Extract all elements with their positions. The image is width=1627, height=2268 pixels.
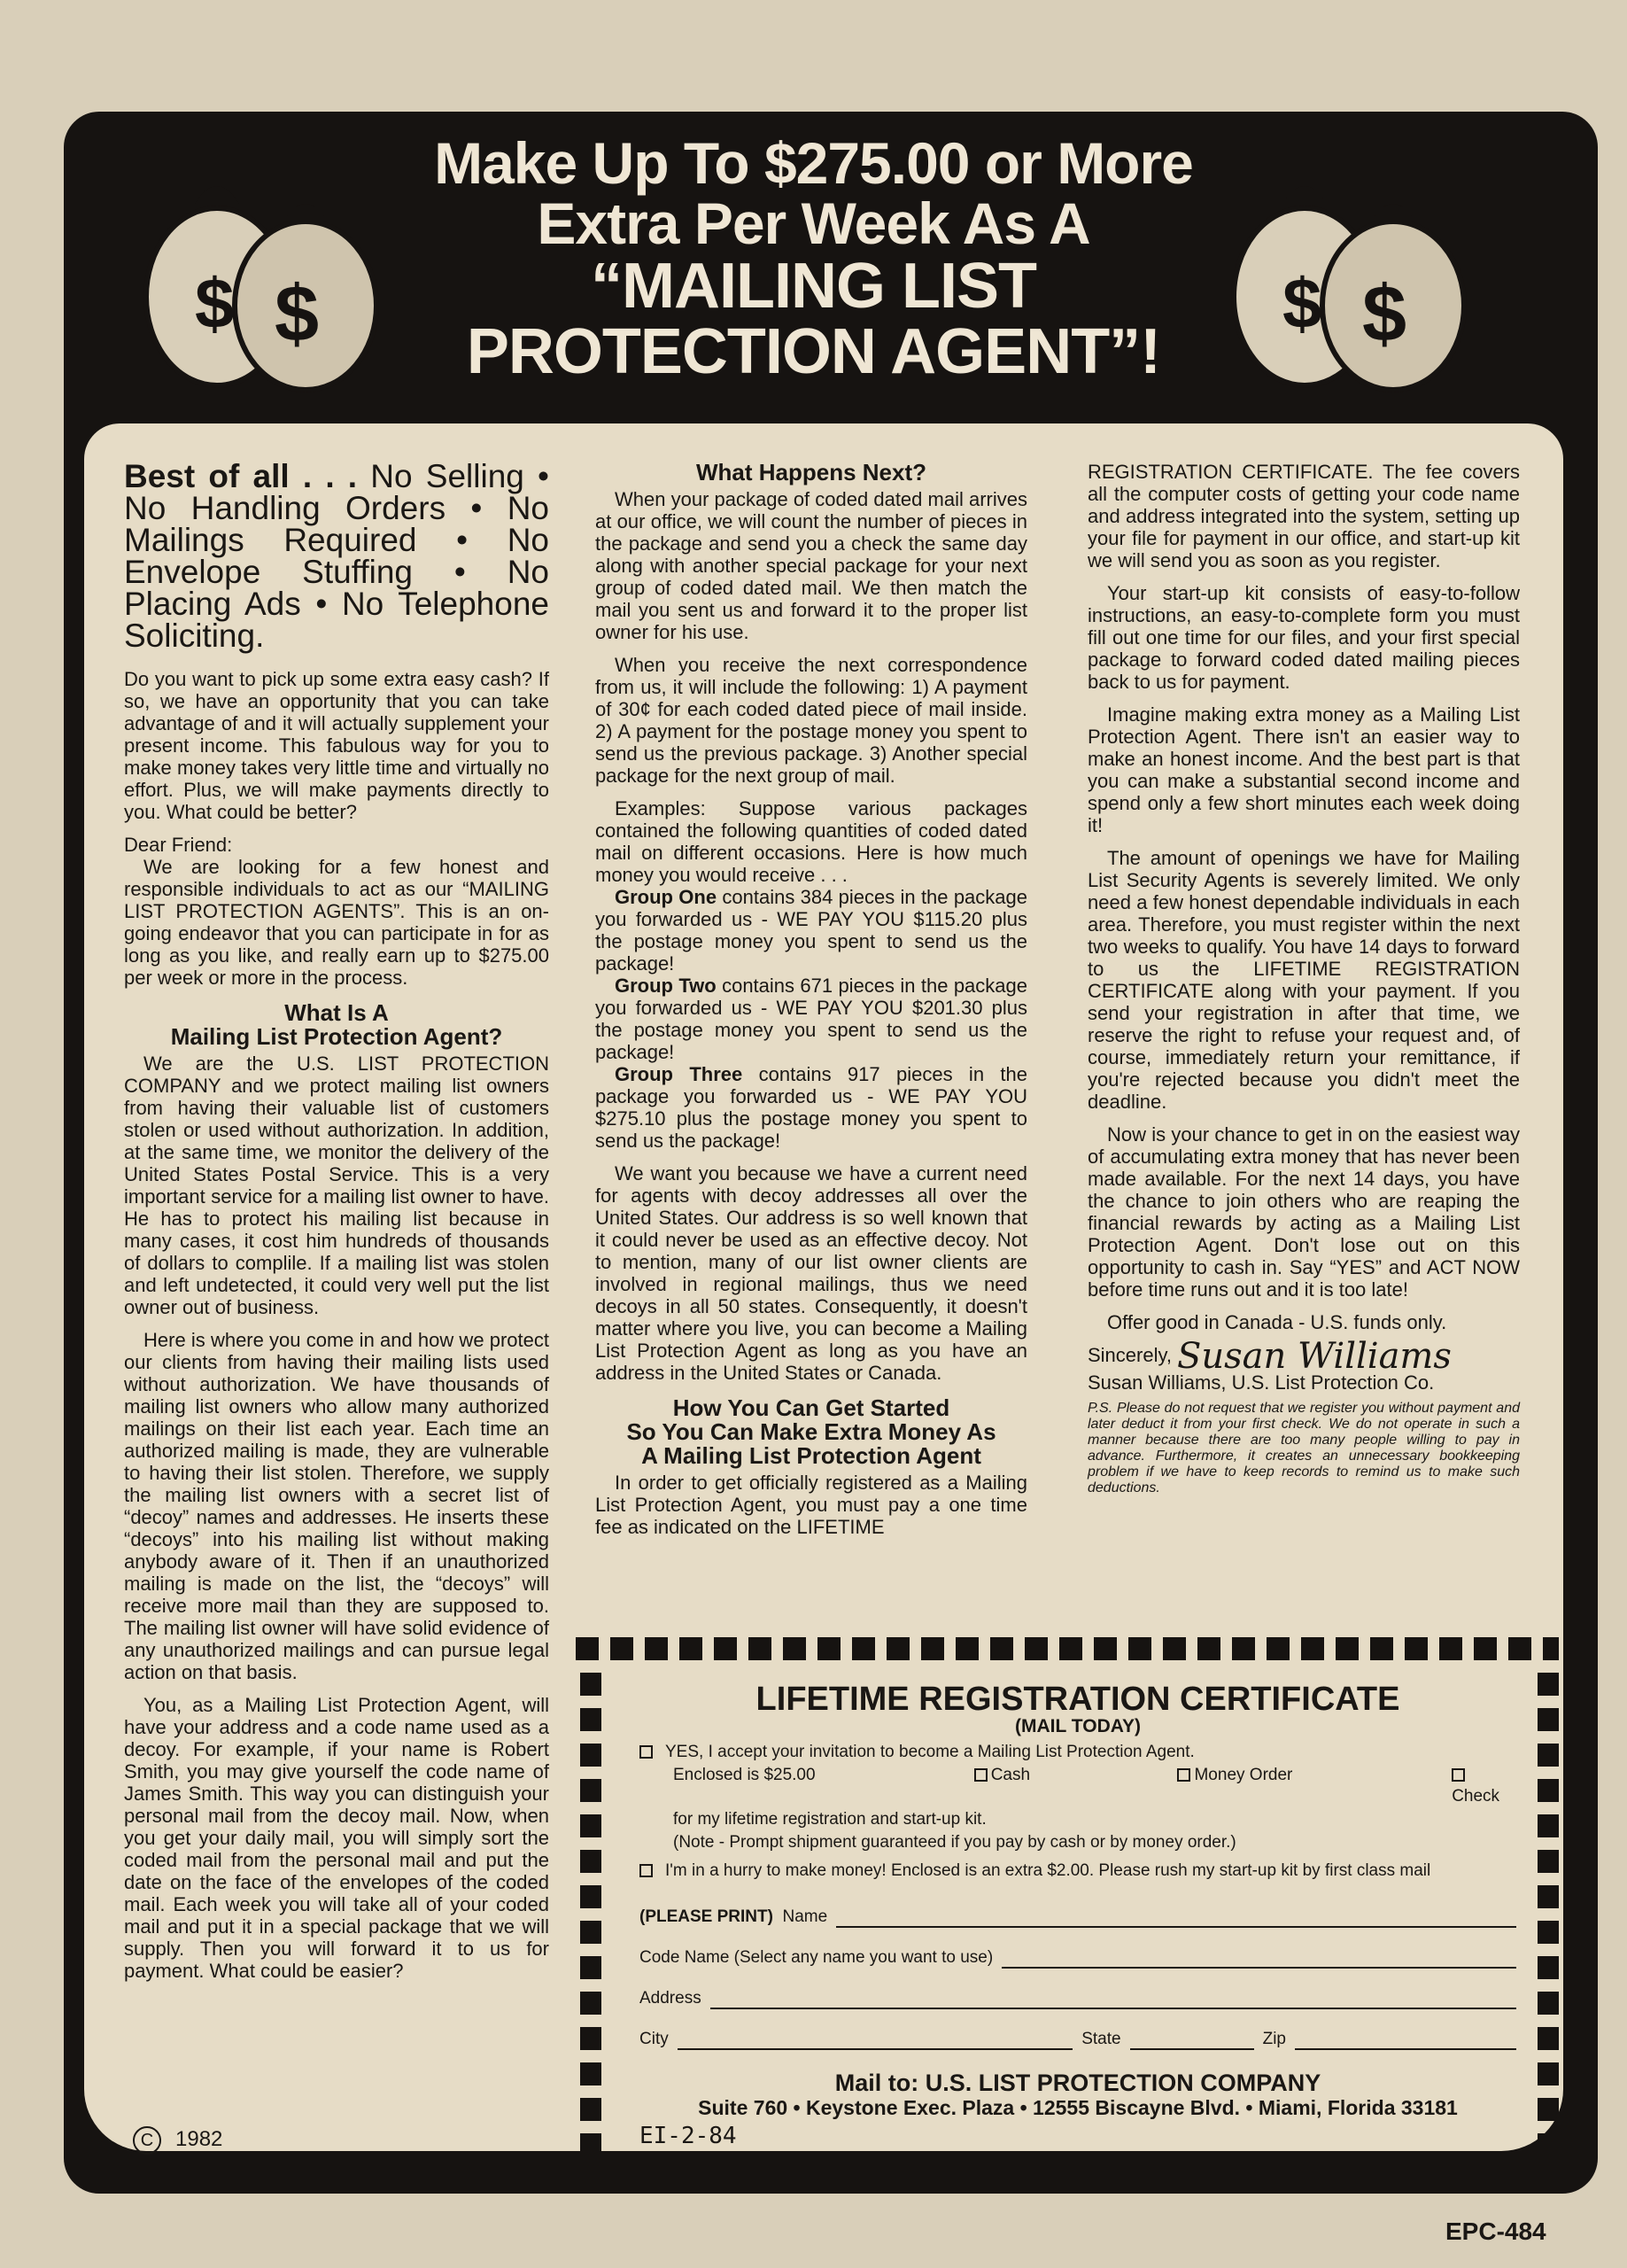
cut-line	[1538, 1673, 1559, 2178]
state-label: State	[1081, 2030, 1121, 2048]
code-name-label: Code Name (Select any name you want to use)	[639, 1948, 994, 1967]
code-name-field[interactable]	[1002, 1951, 1516, 1969]
section-heading: What Is A	[284, 999, 389, 1026]
money-order-label: Money Order	[1194, 1766, 1293, 1784]
group-one	[595, 886, 1027, 975]
sincerely: Sincerely,	[1088, 1344, 1172, 1366]
key-code: EI-2-84	[639, 2123, 737, 2149]
mail-to: Mail to: U.S. LIST PROTECTION COMPANY	[834, 2070, 1321, 2096]
hurry-label: I'm in a hurry to make money! Enclosed is an extra $2.00. Please rush my start-up kit by first class mail	[665, 1861, 1431, 1880]
paragraph: Examples: Suppose various packages contained the following quantities of coded dated mail on different occasions. Here is how much money you would receive . . .	[595, 797, 1027, 886]
enclosed-label: Enclosed is $25.00	[673, 1766, 816, 1784]
group-label: Group One	[615, 886, 717, 908]
copyright-symbol: C	[133, 2126, 161, 2155]
section-heading: How You Can Get Started	[672, 1394, 950, 1421]
group-three	[595, 1063, 1027, 1152]
zip-label: Zip	[1262, 2030, 1286, 2048]
paragraph: You, as a Mailing List Protection Agent, will have your address and a code name used as a decoy. For example, if your name is Robert Smith, you may give yourself the code name of James Smith. This way you can distinguish your personal mail from the decoy mail. Now, when you get your daily mail, you will simply sort the coded mail from the personal mail and put the date on the face of the envelopes of the coded mail. Each week you will take all of your coded mail and put it in a special package that we will supply. Then you will forward it to us for payment. What could be easier?	[124, 1694, 549, 1982]
hurry-checkbox[interactable]	[639, 1864, 653, 1877]
group-label: Group Three	[615, 1063, 743, 1085]
cash-label: Cash	[990, 1766, 1031, 1784]
city-field[interactable]	[678, 2032, 1073, 2050]
group-text: contains 917 pieces in the package you forwarded us - WE PAY YOU $275.10 plus the postage money you spent to send us the package!	[595, 1063, 1027, 1152]
paragraph: Here is where you come in and how we protect our clients from having their mailing lists used without authorization. We have thousands of mailing list owners who allow many authorized mailings on their list each year. Each time an authorized mailing is made, they are vulnerable to having their list stolen. Therefore, we supply the mailing list owners with a secret list of “decoy” names and addresses. He inserts these “decoys” into his mailing list without making anybody aware of it. Then if an unauthorized mailing is made on the list, the “decoys” will receive more mail than they are supposed to. The mailing list owner will have solid evidence of any unauthorized mailings and can pursue legal action on that basis.	[124, 1329, 549, 1683]
section-heading: Mailing List Protection Agent?	[170, 1023, 503, 1050]
paragraph: Imagine making extra money as a Mailing List Protection Agent. There isn't an easier way to make an honest income. And the best part is that you can make a substantial second income and spend only a few short minutes each week doing it!	[1088, 703, 1520, 836]
shipment-note: (Note - Prompt shipment guaranteed if you pay by cash or by money order.)	[673, 1833, 1236, 1852]
lead-bold: Best of all . . .	[124, 458, 358, 494]
group-text: contains 671 pieces in the package you forwarded us - WE PAY YOU $201.30 plus the postage money you spent to send us the package!	[595, 975, 1027, 1063]
coupon-title: LIFETIME REGISTRATION CERTIFICATE	[755, 1681, 1400, 1718]
city-label: City	[639, 2030, 669, 2048]
paragraph: We want you because we have a current need for agents with decoy addresses all over the United States. Our address is so well known that it could never be used as an effective decoy. Not to mention, many of our list owner clients are involved in regional mailings, thus we need decoys in all 50 states. Consequently, it doesn't matter where you live, you can become a Mailing List Protection Agent as long as you have an address in the United States or Canada.	[595, 1162, 1027, 1384]
paragraph: Offer good in Canada - U.S. funds only.	[1107, 1311, 1447, 1333]
paragraph: We are looking for a few honest and responsible individuals to act as our “MAILING LIST PROTECTION AGENTS”. This is an on-going endeavor that you can participate in for as long as you like, and really earn up to $275.00 per week or more in the process.	[124, 856, 549, 989]
section-heading: A Mailing List Protection Agent	[641, 1442, 981, 1469]
signature-block	[1088, 1335, 1520, 1377]
state-field[interactable]	[1130, 2032, 1254, 2050]
svg-text:$: $	[1282, 264, 1322, 343]
lead-paragraph	[124, 458, 549, 654]
check-checkbox[interactable]	[1452, 1768, 1465, 1782]
section-heading: So You Can Make Extra Money As	[626, 1418, 996, 1445]
paragraph: The amount of openings we have for Mailing List Security Agents is severely limited. We only need a few honest dependable individuals in each area. Therefore, you must register within the next two weeks to qualify. You have 14 days to forward to us the LIFETIME REGISTRATION CERTIFICATE along with your payment. If you send your registration in after that time, we reserve the right to refuse your request and, of course, immediately return your remittance, if you're rejected because you didn't meet the deadline.	[1088, 847, 1520, 1113]
paragraph: When you receive the next correspondence from us, it will include the following: 1) A payment of 30¢ for each coded dated piece of mail inside. 2) A payment for the postage money you spent to send us the previous package. 3) Another special package for the next group of mail.	[595, 654, 1027, 787]
please-print: (PLEASE PRINT)	[639, 1907, 773, 1926]
signer-name: Susan Williams, U.S. List Protection Co.	[1088, 1371, 1435, 1394]
check-label: Check	[1452, 1787, 1500, 1806]
column-3	[1088, 461, 1520, 1496]
signature: Susan Williams	[1176, 1335, 1452, 1377]
registration-coupon	[576, 1637, 1559, 2186]
yes-checkbox[interactable]	[639, 1745, 653, 1759]
copyright-year: 1982	[175, 2127, 223, 2151]
paragraph: Your start-up kit consists of easy-to-follow instructions, an easy-to-complete form you must fill out one time for our files, and your first special package to forward coded dated mailing pieces back to us for payment.	[1088, 582, 1520, 693]
cut-line	[576, 1637, 1559, 1660]
section-heading: What Happens Next?	[695, 459, 927, 485]
cut-line	[580, 1673, 601, 2178]
money-order-checkbox[interactable]	[1177, 1768, 1190, 1782]
group-label: Group Two	[615, 975, 717, 997]
paragraph: Now is your chance to get in on the easiest way of accumulating extra money that has never been made available. For the next 14 days, you have the chance to join others who are reaping the financial rewards by acting as a Mailing List Protection Agent. Don't lose out on this opportunity to cash in. Say “YES” and ACT NOW before time runs out and it is too late!	[1088, 1123, 1520, 1301]
column-2	[595, 461, 1027, 1549]
paragraph: REGISTRATION CERTIFICATE. The fee covers all the computer costs of getting your code name and address integrated into the system, setting up your file for payment in our office, and start-up kit we will send you as soon as you register.	[1088, 461, 1520, 571]
name-label: Name	[782, 1907, 828, 1926]
for-line: for my lifetime registration and start-up kit.	[673, 1810, 987, 1829]
intro-paragraph: Do you want to pick up some extra easy cash? If so, we have an opportunity that you can take advantage of and it will actually supplement your present income. This fabulous way for you to make money takes very little time and virtually no effort. Plus, we will make payments directly to you. What could be better?	[124, 668, 549, 823]
svg-text:$: $	[1362, 270, 1407, 359]
zip-field[interactable]	[1295, 2032, 1516, 2050]
postscript: P.S. Please do not request that we register you without payment and later deduct it from your first check. We do not operate in such a manner because there are too many people willing to pay in advance. Furthermore, it creates an unnecessary bookkeeping problem if we have to keep records to remind us to make such deductions.	[1088, 1400, 1520, 1495]
paragraph: In order to get officially registered as a Mailing List Protection Agent, you must pay a one time fee as indicated on the LIFETIME	[595, 1472, 1027, 1538]
address-field[interactable]	[710, 1992, 1516, 2009]
address-label: Address	[639, 1989, 701, 2008]
headline	[266, 130, 1361, 387]
lead-rest: No Selling • No Handling Orders • No Mailings Required • No Envelope Stuffing • No Placing Ads • No Telephone Soliciting.	[124, 458, 549, 654]
column-1	[124, 458, 549, 1992]
page-code: EPC-484	[1445, 2218, 1546, 2245]
mail-address: Suite 760 • Keystone Exec. Plaza • 12555 Biscayne Blvd. • Miami, Florida 33181	[698, 2096, 1458, 2119]
copyright	[133, 2126, 222, 2155]
coupon-subtitle: (MAIL TODAY)	[1015, 1716, 1141, 1736]
paragraph: When your package of coded dated mail arrives at our office, we will count the number of pieces in the package and send you a check the same day along with another special package for your next group of coded dated mail. We then match the mail you sent us and forward it to the proper list owner for his use.	[595, 488, 1027, 643]
greeting: Dear Friend:	[124, 834, 233, 856]
yes-label: YES, I accept your invitation to become a Mailing List Protection Agent.	[665, 1743, 1195, 1761]
cash-checkbox[interactable]	[974, 1768, 988, 1782]
group-text: contains 384 pieces in the package you forwarded us - WE PAY YOU $115.20 plus the postage money you spent to send us the package!	[595, 886, 1028, 975]
paragraph: We are the U.S. LIST PROTECTION COMPANY and we protect mailing list owners from having their valuable list of customers stolen or used without authorization. In addition, at the same time, we monitor the delivery of the United States Postal Service. This is a very important service for a mailing list owner to have. He has to protect his mailing list because in many cases, it cost him hundreds of thousands of dollars to complile. If a mailing list was stolen and left undetected, it could very well put the list owner out of business.	[124, 1052, 549, 1318]
headline-line4: PROTECTION AGENT”!	[466, 316, 1161, 387]
group-two	[595, 975, 1027, 1063]
headline-line1: Make Up To $275.00 or More	[434, 130, 1193, 196]
svg-text:$: $	[195, 264, 235, 343]
name-field[interactable]	[836, 1910, 1516, 1928]
svg-text:$: $	[275, 270, 320, 359]
headline-line3: “MAILING LIST	[591, 251, 1036, 322]
headline-line2: Extra Per Week As A	[537, 190, 1090, 256]
